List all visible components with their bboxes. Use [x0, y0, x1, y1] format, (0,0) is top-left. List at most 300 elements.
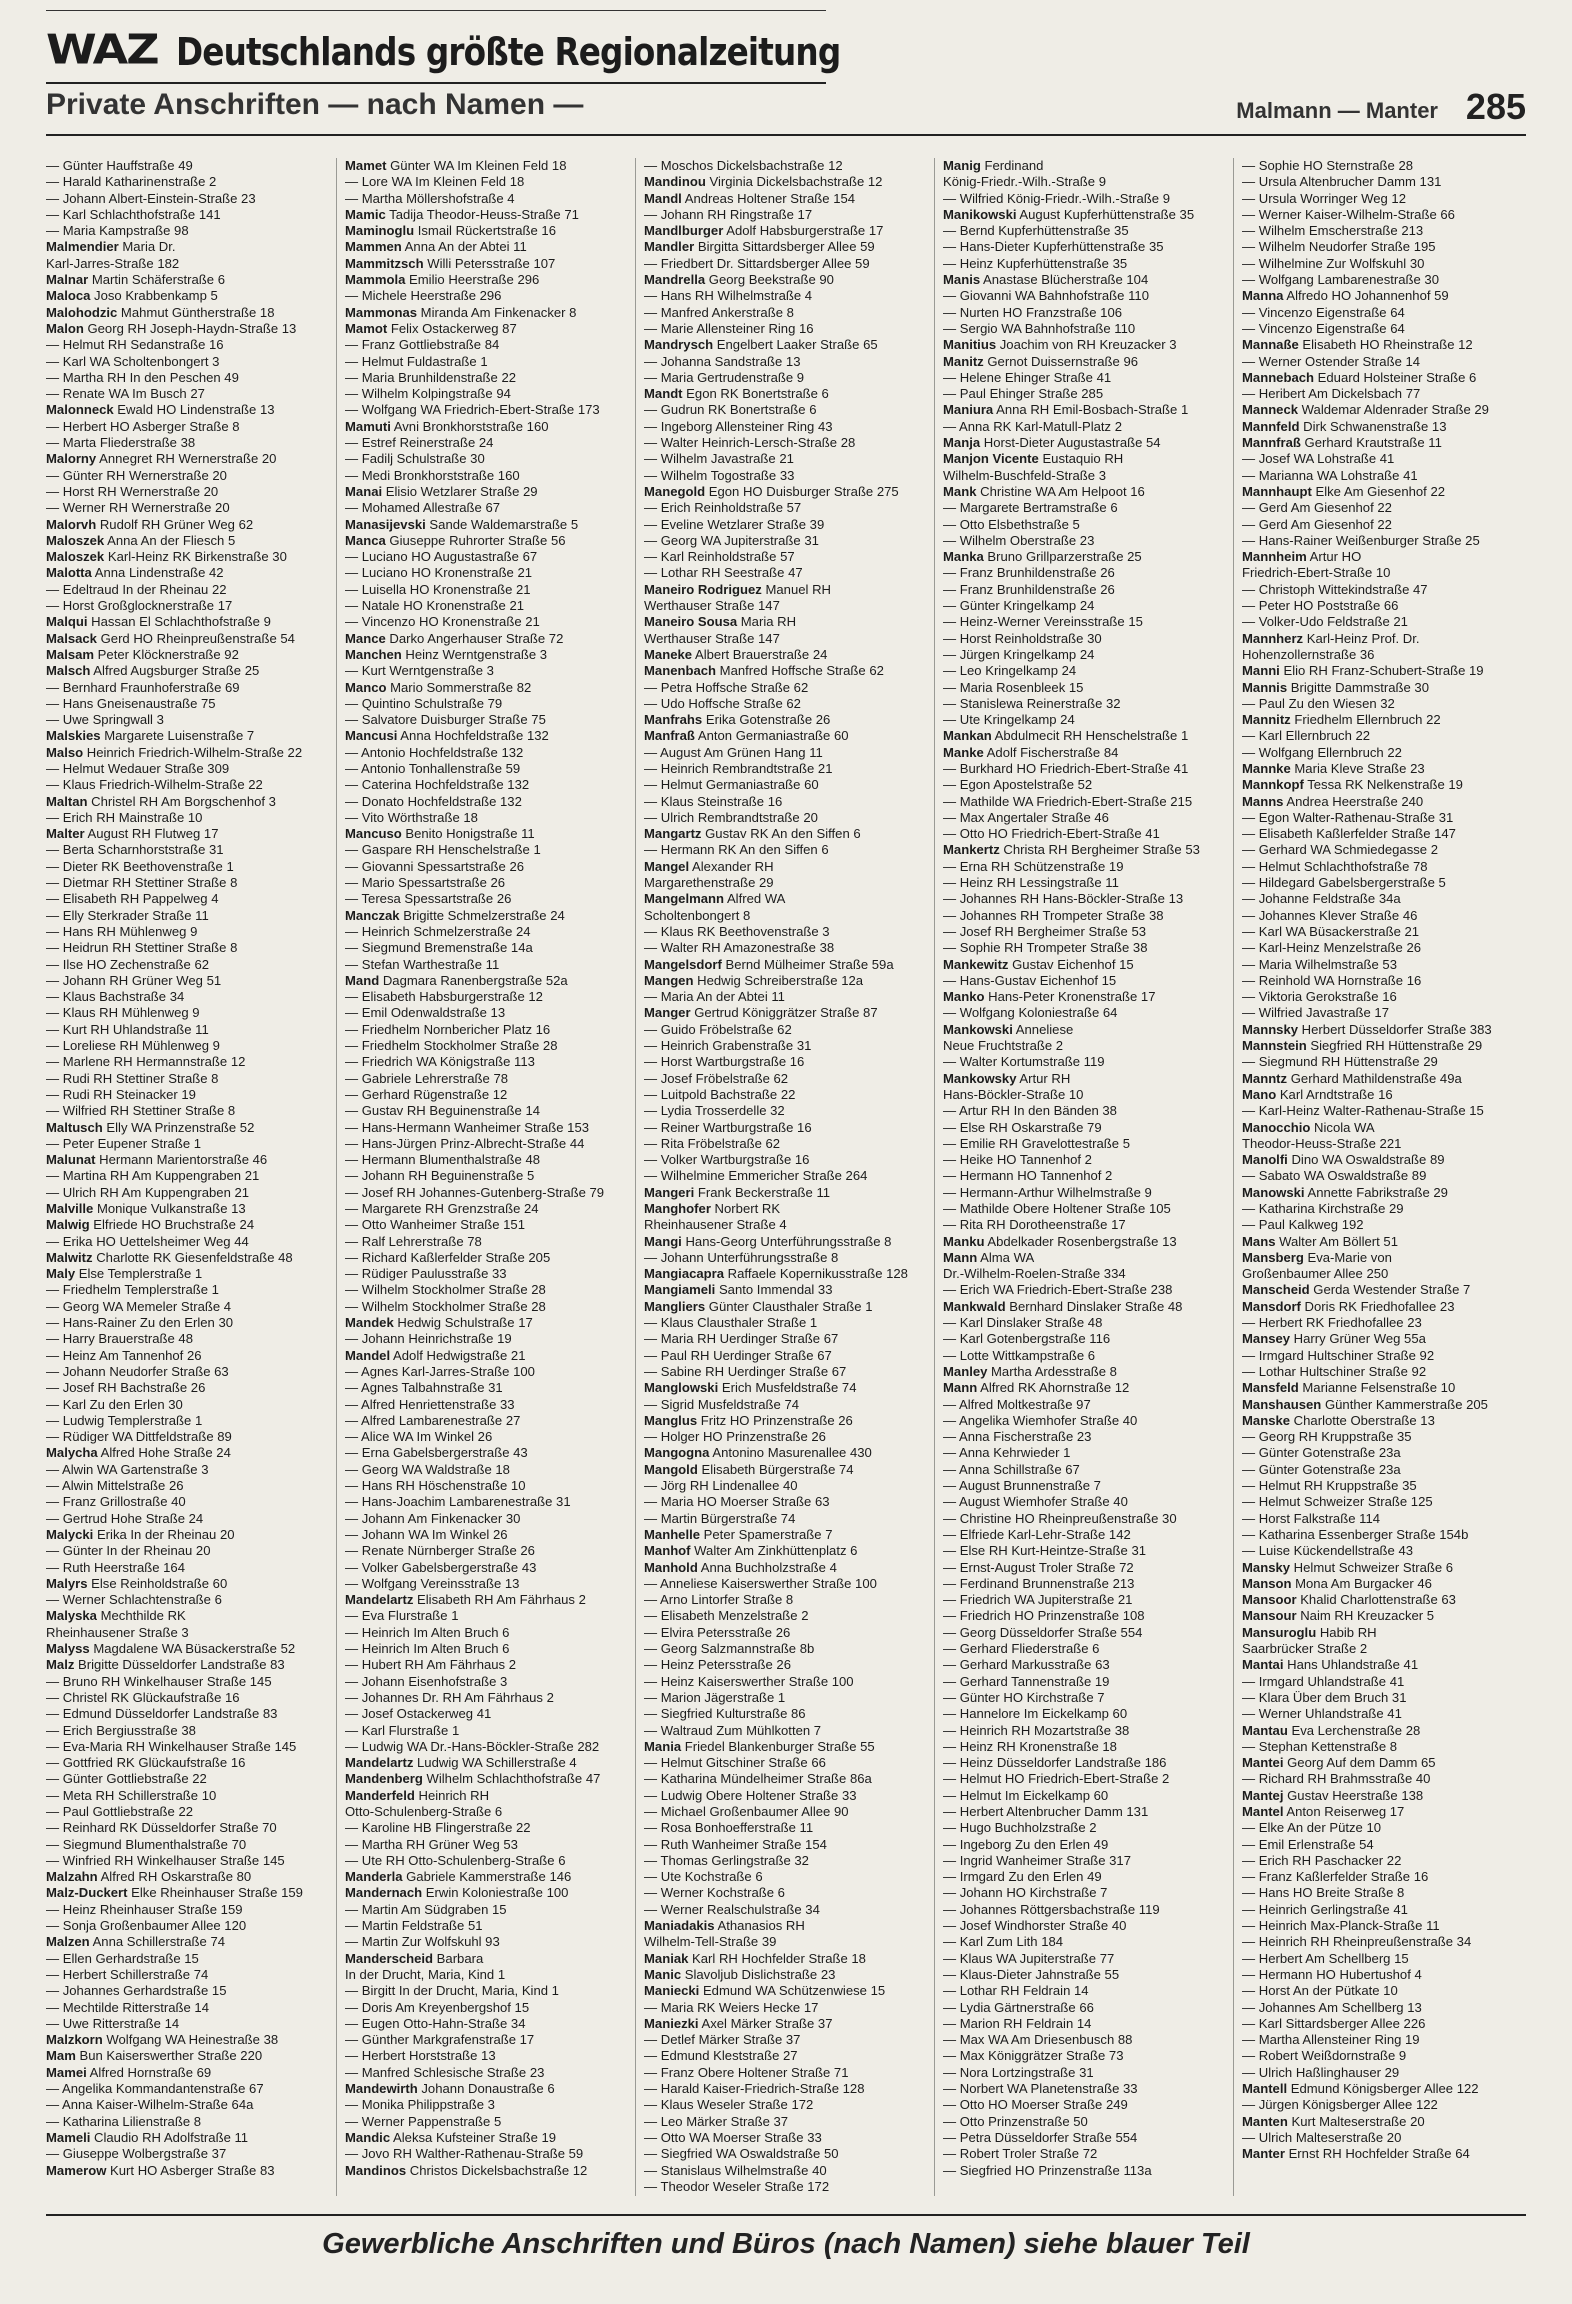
listing-entry: — Heinrich RH Mozartstraße 38: [943, 1722, 1130, 1738]
listing-entry: Mannfeld Dirk Schwanenstraße 13: [1242, 418, 1447, 434]
listing-entry: Mansey Harry Grüner Weg 55a: [1242, 1331, 1426, 1347]
page-number: 285: [1465, 86, 1526, 127]
listing-entry: — Otto HO Moerser Straße 249: [943, 2097, 1128, 2113]
listing-entry: Malskies Margarete Luisenstraße 7: [46, 728, 255, 744]
listing-entry: — Johann WA Im Winkel 26: [345, 1526, 508, 1542]
listing-entry: — Gerhard WA Schmiedegasse 2: [1242, 842, 1439, 858]
listing-entry: — Friedhelm Nornbericher Platz 16: [345, 1021, 551, 1037]
listing-entry: Mannheim Artur HO: [1242, 549, 1362, 565]
listing-entry: — Paul Ehinger Straße 285: [943, 386, 1104, 402]
listing-entry: Maloszek Anna An der Fliesch 5: [46, 532, 236, 548]
listing-entry: Manczak Brigitte Schmelzerstraße 24: [345, 907, 565, 923]
listing-entry: — Hans-Hermann Wanheimer Straße 153: [345, 1119, 590, 1135]
listing-entry: Malz Brigitte Düsseldorfer Landstraße 83: [46, 1657, 285, 1673]
listing-entry: — Ulrich RH Am Kuppengraben 21: [46, 1184, 250, 1200]
footer-note: Gewerbliche Anschriften und Büros (nach Namen) siehe blauer Teil: [322, 2228, 1250, 2260]
listing-entry: — Ulrich Malteserstraße 20: [1242, 2129, 1402, 2145]
listing-entry: — Karl Schlachthofstraße 141: [46, 206, 221, 222]
listing-entry: Maloca Joso Krabbenkamp 5: [46, 288, 218, 304]
listing-entry: — Georg Düsseldorfer Straße 554: [943, 1624, 1143, 1640]
listing-entry: — Johann Albert-Einstein-Straße 23: [46, 190, 256, 206]
listing-entry: — Alwin Mittelstraße 26: [46, 1478, 184, 1494]
listing-entry: — Loreliese RH Mühlenweg 9: [46, 1038, 220, 1054]
listing-entry: — Irmgard Uhlandstraße 41: [1242, 1673, 1405, 1689]
listing-entry: — Estref Reinerstraße 24: [345, 435, 494, 451]
listing-entry: — Luisella HO Kronenstraße 21: [345, 581, 531, 597]
listing-entry: — Rita RH Dorotheenstraße 17: [943, 1217, 1126, 1233]
listing-entry: — Johann Eisenhofstraße 3: [345, 1673, 508, 1689]
listing-entry: — Günter Hauffstraße 49: [46, 158, 193, 173]
listing-entry: — Harald Kaiser-Friedrich-Straße 128: [644, 2081, 865, 2097]
listing-entry: — Wilhelm Oberstraße 23: [943, 532, 1095, 548]
listing-entry: Werthauser Straße 147: [644, 630, 780, 646]
listing-entry: Mandlburger Adolf Habsburgerstraße 17: [644, 223, 884, 239]
listing-entry: — Marianna WA Lohstraße 41: [1242, 467, 1418, 483]
listing-entry: — Margarete Bertramstraße 6: [943, 500, 1118, 516]
listing-entry: — Josef RH Bachstraße 26: [46, 1380, 206, 1396]
listing-entry: — Walter Heinrich-Lersch-Straße 28: [644, 435, 856, 451]
listing-entry: — Wolfgang Koloniestraße 64: [943, 1005, 1118, 1021]
listing-entry: — Nurten HO Franzstraße 106: [943, 304, 1123, 320]
page-header: [46, 88, 1526, 128]
listing-entry: — Heinrich Schmelzerstraße 24: [345, 923, 531, 939]
listing-entry: Neue Fruchtstraße 2: [943, 1038, 1064, 1054]
listing-entry: Manten Kurt Malteserstraße 20: [1242, 2113, 1425, 2129]
listing-entry: — Johannes Am Schellberg 13: [1242, 1999, 1422, 2015]
listing-entry: Manic Slavoljub Dislichstraße 23: [644, 1966, 836, 1982]
listing-entry: — Hugo Buchholzstraße 2: [943, 1820, 1097, 1836]
listing-entry: Maniecki Edmund WA Schützenwiese 15: [644, 1983, 886, 1999]
listing-entry: Mankewitz Gustav Eichenhof 15: [943, 956, 1134, 972]
listing-entry: — Walter Kortumstraße 119: [943, 1054, 1105, 1070]
listing-entry: — Stanislewa Reinerstraße 32: [943, 695, 1121, 711]
listing-entry: Mammitzsch Willi Petersstraße 107: [345, 255, 556, 271]
listing-entry: — Else RH Kurt-Heintze-Straße 31: [943, 1543, 1147, 1559]
listing-entry: — Otto Prinzenstraße 50: [943, 2113, 1088, 2129]
listing-entry: Mandel Adolf Hedwigstraße 21: [345, 1347, 526, 1363]
listing-entry: — Sergio WA Bahnhofstraße 110: [943, 320, 1136, 336]
listing-entry: — Erich Reinholdstraße 57: [644, 500, 802, 516]
listing-entry: — Elke An der Pütze 10: [1242, 1820, 1382, 1836]
listing-entry: Manhof Walter Am Zinkhüttenplatz 6: [644, 1543, 858, 1559]
listing-entry: — Anna RK Karl-Matull-Platz 2: [943, 418, 1123, 434]
listing-entry: — Edmund Kleststraße 27: [644, 2048, 798, 2064]
listing-entry: Mannke Maria Kleve Straße 23: [1242, 760, 1425, 776]
listing-entry: — Norbert WA Planetenstraße 33: [943, 2081, 1138, 2097]
listing-entry: — Wilfried RH Stettiner Straße 8: [46, 1103, 236, 1119]
masthead: [46, 22, 948, 72]
masthead-top-rule: [46, 10, 826, 11]
listing-entry: — Franz Brunhildenstraße 26: [943, 581, 1115, 597]
listing-entry: Manneck Waldemar Aldenrader Straße 29: [1242, 402, 1489, 418]
listing-entry: — Karl Sittardsberger Allee 226: [1242, 2015, 1426, 2031]
listing-entry: — Franz Grillostraße 40: [46, 1494, 186, 1510]
listing-entry: — Nora Lortzingstraße 31: [943, 2064, 1094, 2080]
listing-entry: — Gustav RH Beguinenstraße 14: [345, 1103, 541, 1119]
listing-entry: — Werner Pappenstraße 5: [345, 2113, 502, 2129]
listing-entry: Manna Alfredo HO Johannenhof 59: [1242, 288, 1449, 304]
listing-entry: Manku Abdelkader Rosenbergstraße 13: [943, 1233, 1177, 1249]
listing-entry: Manenbach Manfred Hoffsche Straße 62: [644, 663, 884, 679]
listing-entry: Malorny Annegret RH Wernerstraße 20: [46, 451, 277, 467]
listing-entry: — Paul Gottliebstraße 22: [46, 1803, 194, 1819]
listing-entry: Manikowski August Kupferhüttenstraße 35: [943, 206, 1195, 222]
listing-entry: — Josef RH Bergheimer Straße 53: [943, 923, 1147, 939]
listing-entry: — Helmut RH Kruppstraße 35: [1242, 1478, 1417, 1494]
listing-entry: — Johann RH Ringstraße 17: [644, 206, 813, 222]
listing-entry: — Wilfried Javastraße 17: [1242, 1005, 1389, 1021]
listing-entry: — Herbert RK Friedhofallee 23: [1242, 1315, 1422, 1331]
listing-entry: — Johannes Gerhardstraße 15: [46, 1983, 227, 1999]
listing-entry: Mannis Brigitte Dammstraße 30: [1242, 679, 1429, 695]
listing-entry: — Siegmund Bremenstraße 14a: [345, 940, 533, 956]
listing-entry: Mansuroglu Habib RH: [1242, 1624, 1377, 1640]
listing-entry: — Lydia Gärtnerstraße 66: [943, 1999, 1094, 2015]
listing-entry: — August Wiemhofer Straße 40: [943, 1494, 1128, 1510]
listing-entry: — Katharina Lilienstraße 8: [46, 2113, 202, 2129]
listing-entry: — Heinz Petersstraße 26: [644, 1657, 791, 1673]
listing-entry: — Moschos Dickelsbachstraße 12: [644, 158, 843, 173]
listing-entry: — Helmut HO Friedrich-Ebert-Straße 2: [943, 1771, 1170, 1787]
listing-entry: — Siegfried HO Prinzenstraße 113a: [943, 2162, 1152, 2178]
listing-entry: — Eva-Maria RH Winkelhauser Straße 145: [46, 1738, 297, 1754]
listing-entry: Manhelle Peter Spamerstraße 7: [644, 1526, 833, 1542]
listing-entry: Manni Elio RH Franz-Schubert-Straße 19: [1242, 663, 1484, 679]
listing-entry: — Heinz Rheinhauser Straße 159: [46, 1901, 243, 1917]
listing-entry: — Heinz Kupferhüttenstraße 35: [943, 255, 1128, 271]
listing-entry: — Johann RH Beguinenstraße 5: [345, 1168, 535, 1184]
listing-entry: Dr.-Wilhelm-Roelen-Straße 334: [943, 1266, 1126, 1282]
listing-entry: — Reinhard RK Düsseldorfer Straße 70: [46, 1820, 277, 1836]
listing-entry: — Ludwig WA Dr.-Hans-Böckler-Straße 282: [345, 1738, 600, 1754]
listing-column-3: [635, 158, 934, 2196]
listing-entry: Mand Dagmara Ranenbergstraße 52a: [345, 972, 568, 988]
listing-entry: Malzahn Alfred RH Oskarstraße 80: [46, 1869, 252, 1885]
listing-entry: — Fadilj Schulstraße 30: [345, 451, 485, 467]
listing-entry: Theodor-Heuss-Straße 221: [1242, 1135, 1402, 1151]
listing-entry: — Martha Allensteiner Ring 19: [1242, 2032, 1420, 2048]
listing-entry: Mangliers Günter Clausthaler Straße 1: [644, 1298, 873, 1314]
listing-entry: Mangartz Gustav RK An den Siffen 6: [644, 826, 861, 842]
listing-entry: Mangel Alexander RH: [644, 858, 774, 874]
listing-entry: Mangiacapra Raffaele Kopernikusstraße 128: [644, 1266, 908, 1282]
listing-entry: — Johannes Röttgersbachstraße 119: [943, 1901, 1160, 1917]
listing-entry: — Josef RH Johannes-Gutenberg-Straße 79: [345, 1184, 605, 1200]
listing-entry: — Otto Wanheimer Straße 151: [345, 1217, 525, 1233]
listing-entry: — Mario Spessartstraße 26: [345, 875, 506, 891]
listing-entry: — Herbert Am Schellberg 15: [1242, 1950, 1409, 1966]
listing-entry: Mam Bun Kaiserswerther Straße 220: [46, 2048, 263, 2064]
listing-entry: — Wilhelm Neudorfer Straße 195: [1242, 239, 1436, 255]
listing-entry: — Ute RH Otto-Schulenberg-Straße 6: [345, 1852, 566, 1868]
listing-entry: — Herbert Schillerstraße 74: [46, 1966, 209, 1982]
listing-entry: Mamet Günter WA Im Kleinen Feld 18: [345, 158, 567, 173]
listing-entry: — Volker Gabelsbergerstraße 43: [345, 1559, 537, 1575]
listing-entry: — Heinz Am Tannenhof 26: [46, 1347, 202, 1363]
listing-entry: — Wilhelm Javastraße 21: [644, 451, 794, 467]
listing-entry: Malzkorn Wolfgang WA Heinestraße 38: [46, 2032, 279, 2048]
listing-entry: — Paul Zu den Wiesen 32: [1242, 695, 1395, 711]
listing-entry: — Giovanni Spessartstraße 26: [345, 858, 525, 874]
listing-entry: — August Am Grünen Hang 11: [644, 744, 823, 760]
listing-entry: — Horst An der Pütkate 10: [1242, 1983, 1398, 1999]
listing-entry: — Günter Gottliebstraße 22: [46, 1771, 207, 1787]
listing-entry: — Martin Zur Wolfskuhl 93: [345, 1934, 500, 1950]
listing-entry: — Hermann RK An den Siffen 6: [644, 842, 829, 858]
listing-entry: — Katharina Kirchstraße 29: [1242, 1201, 1404, 1216]
listing-entry: — Sabato WA Oswaldstraße 89: [1242, 1168, 1427, 1184]
listing-entry: — Friedhelm Stockholmer Straße 28: [345, 1038, 558, 1054]
listing-entry: Manger Gertrud Königgrätzer Straße 87: [644, 1005, 878, 1021]
listing-entry: — Max Königgrätzer Straße 73: [943, 2048, 1124, 2064]
listing-entry: — Jürgen Königsberger Allee 122: [1242, 2097, 1438, 2113]
listing-entry: — Paul Kalkweg 192: [1242, 1217, 1364, 1233]
listing-entry: — Edmund Düsseldorfer Landstraße 83: [46, 1706, 278, 1722]
listing-entry: — Werner Uhlandstraße 41: [1242, 1706, 1402, 1722]
listing-entry: — Theodor Weseler Straße 172: [644, 2178, 830, 2194]
listing-entry: — Günter HO Kirchstraße 7: [943, 1689, 1105, 1705]
listing-entry: — Sophie RH Trompeter Straße 38: [943, 940, 1148, 956]
listing-entry: — Irmgard Zu den Erlen 49: [943, 1869, 1102, 1885]
listing-entry: Manderfeld Heinrich RH: [345, 1787, 490, 1803]
listing-entry: — Luciano HO Kronenstraße 21: [345, 565, 533, 581]
listing-entry: — Reiner Wartburgstraße 16: [644, 1119, 812, 1135]
listing-entry: — Marlene RH Hermannstraße 12: [46, 1054, 246, 1070]
listing-entry: Manko Hans-Peter Kronenstraße 17: [943, 989, 1156, 1005]
listing-entry: — Rüdiger WA Dittfeldstraße 89: [46, 1429, 232, 1445]
listing-entry: — Bernd Kupferhüttenstraße 35: [943, 223, 1129, 239]
listing-entry: Wilhelm-Buschfeld-Straße 3: [943, 467, 1106, 483]
listing-entry: Manglowski Erich Musfeldstraße 74: [644, 1380, 857, 1396]
listing-entry: Malzen Anna Schillerstraße 74: [46, 1934, 226, 1950]
listing-entry: — Alfred Moltkestraße 97: [943, 1396, 1091, 1412]
listing-entry: — Josef Fröbelstraße 62: [644, 1070, 789, 1086]
listing-entry: — Ellen Gerhardstraße 15: [46, 1950, 199, 1966]
listing-entry: — Mathilde WA Friedrich-Ebert-Straße 215: [943, 793, 1193, 809]
listing-entry: — Waltraud Zum Mühlkotten 7: [644, 1722, 822, 1738]
listing-entry: — Emilie RH Gravelottestraße 5: [943, 1135, 1131, 1151]
listing-entry: — Hannelore Im Eickelkamp 60: [943, 1706, 1128, 1722]
listing-entry: — Teresa Spessartstraße 26: [345, 891, 512, 907]
listing-entry: — Katharina Essenberger Straße 154b: [1242, 1526, 1469, 1542]
listing-entry: — Martin Am Südgraben 15: [345, 1901, 507, 1917]
listing-entry: — Herbert Horststraße 13: [345, 2048, 496, 2064]
listing-entry: Scholtenbongert 8: [644, 907, 751, 923]
listing-entry: — Rudi RH Stettiner Straße 8: [46, 1070, 219, 1086]
listing-entry: — Ralf Lehrerstraße 78: [345, 1233, 482, 1249]
listing-entry: Mantai Hans Uhlandstraße 41: [1242, 1657, 1419, 1673]
listing-entry: — Wilhelm Stockholmer Straße 28: [345, 1298, 546, 1314]
listing-entry: Mantau Eva Lerchenstraße 28: [1242, 1722, 1421, 1738]
listing-entry: — Dieter RK Beethovenstraße 1: [46, 858, 234, 874]
listing-entry: Mank Christine WA Am Helpoot 16: [943, 483, 1145, 499]
listing-entry: Friedrich-Ebert-Straße 10: [1242, 565, 1391, 581]
listing-entry: — Anna Fischerstraße 23: [943, 1429, 1092, 1445]
listing-entry: — Mechtilde Ritterstraße 14: [46, 1999, 210, 2015]
listing-entry: Malon Georg RH Joseph-Haydn-Straße 13: [46, 320, 297, 336]
listing-entry: — Manfred Schlesische Straße 23: [345, 2064, 545, 2080]
listing-entry: — Otto WA Moerser Straße 33: [644, 2129, 822, 2145]
listing-entry: — Siegfried WA Oswaldstraße 50: [644, 2146, 839, 2162]
listing-entry: Manfrahs Erika Gotenstraße 26: [644, 712, 831, 728]
listing-entry: — Wolfgang Vereinsstraße 13: [345, 1575, 520, 1591]
listing-entry: Mamei Alfred Hornstraße 69: [46, 2064, 212, 2080]
listing-entry: — Helmut Schweizer Straße 125: [1242, 1494, 1433, 1510]
listing-entry: — Luitpold Bachstraße 22: [644, 1086, 796, 1102]
listing-entry: — Harry Brauerstraße 48: [46, 1331, 193, 1347]
listing-entry: — Günter In der Rheinau 20: [46, 1543, 211, 1559]
listing-entry: Malwitz Charlotte RK Giesenfeldstraße 48: [46, 1249, 293, 1265]
listing-entry: — Ute Kochstraße 6: [644, 1869, 763, 1885]
listing-entry: — Werner Schlachtenstraße 6: [46, 1592, 222, 1608]
listing-entry: — Otto HO Friedrich-Ebert-Straße 41: [943, 826, 1160, 842]
listing-entry: — Heike HO Tannenhof 2: [943, 1152, 1092, 1168]
listing-entry: — Angelika Wiemhofer Straße 40: [943, 1412, 1138, 1428]
listing-entry: — Gudrun RK Bonertstraße 6: [644, 402, 817, 418]
listing-entry: — Hans RH Höschenstraße 10: [345, 1478, 526, 1494]
listing-entry: Mammola Emilio Heerstraße 296: [345, 272, 540, 288]
listing-entry: Werthauser Straße 147: [644, 598, 780, 614]
listing-entry: — Udo Hoffsche Straße 62: [644, 695, 801, 711]
listing-entry: — Jörg RH Lindenallee 40: [644, 1478, 798, 1494]
listing-entry: — Wilfried König-Friedr.-Wilh.-Straße 9: [943, 190, 1171, 206]
listing-entry: — Werner Kochstraße 6: [644, 1885, 785, 1901]
listing-entry: Mannhaupt Elke Am Giesenhof 22: [1242, 483, 1446, 499]
listing-entry: Manghofer Norbert RK: [644, 1201, 781, 1216]
listing-entry: — Horst Wartburgstraße 16: [644, 1054, 805, 1070]
listing-entry: — Bernhard Fraunhoferstraße 69: [46, 679, 240, 695]
listing-entry: — Medi Bronkhorststraße 160: [345, 467, 520, 483]
listing-entry: — Hermann HO Hubertushof 4: [1242, 1966, 1422, 1982]
listing-entry: — Johann Heinrichstraße 19: [345, 1331, 512, 1347]
listing-entry: — Emil Erlenstraße 54: [1242, 1836, 1374, 1852]
listing-entry: — Vito Wörthstraße 18: [345, 809, 478, 825]
listing-entry: Mansberg Eva-Marie von: [1242, 1249, 1392, 1265]
listing-entry: — Petra Düsseldorfer Straße 554: [943, 2129, 1138, 2145]
listing-entry: — Lothar RH Seestraße 47: [644, 565, 803, 581]
listing-entry: — Heinrich Rembrandtstraße 21: [644, 760, 833, 776]
listing-entry: — Gerhard Markusstraße 63: [943, 1657, 1110, 1673]
listing-entry: — Karl Dinslaker Straße 48: [943, 1315, 1103, 1331]
listing-entry: — Helmut RH Sedanstraße 16: [46, 337, 224, 353]
listing-entry: Manasijevski Sande Waldemarstraße 5: [345, 516, 579, 532]
listing-entry: — Johannes RH Hans-Böckler-Straße 13: [943, 891, 1184, 907]
listing-entry: Malnar Martin Schäferstraße 6: [46, 272, 226, 288]
listing-entry: — Karl WA Büsackerstraße 21: [1242, 923, 1420, 939]
listing-entry: — Volker Wartburgstraße 16: [644, 1152, 810, 1168]
listing-entry: — Werner Ostender Straße 14: [1242, 353, 1421, 369]
listing-entry: — Mohamed Allestraße 67: [345, 500, 501, 516]
listing-entry: — Martina RH Am Kuppengraben 21: [46, 1168, 260, 1184]
listing-entry: — Franz Brunhildenstraße 26: [943, 565, 1115, 581]
listing-entry: — Gabriele Lehrerstraße 78: [345, 1070, 509, 1086]
listing-entry: — Stanislaus Wilhelmstraße 40: [644, 2162, 827, 2178]
listing-entry: Mammen Anna An der Abtei 11: [345, 239, 527, 255]
listing-entry: Mamot Felix Ostackerweg 87: [345, 320, 517, 336]
listing-entry: — Renate WA Im Busch 27: [46, 386, 205, 402]
listing-entry: — Giovanni WA Bahnhofstraße 110: [943, 288, 1149, 304]
listing-entry: Malonneck Ewald HO Lindenstraße 13: [46, 402, 275, 418]
listing-entry: Mancuso Benito Honigstraße 11: [345, 826, 535, 842]
listing-entry: — Ferdinand Brunnenstraße 213: [943, 1575, 1135, 1591]
listing-entry: — Luciano HO Augustastraße 67: [345, 549, 538, 565]
listing-entry: — Edeltraud In der Rheinau 22: [46, 581, 227, 597]
listing-entry: — Anna Kaiser-Wilhelm-Straße 64a: [46, 2097, 254, 2113]
listing-entry: — Eva Flurstraße 1: [345, 1608, 459, 1624]
listing-entry: — Petra Hoffsche Straße 62: [644, 679, 809, 695]
listing-entry: — Vincenzo HO Kronenstraße 21: [345, 614, 540, 630]
listing-entry: — Irmgard Hultschiner Straße 92: [1242, 1347, 1435, 1363]
listing-entry: — Wilhelm Kolpingstraße 94: [345, 386, 511, 402]
listing-entry: — Ernst-August Troler Straße 72: [943, 1559, 1134, 1575]
listing-entry: — Christel RK Glückaufstraße 16: [46, 1689, 240, 1705]
listing-entry: — Stephan Kettenstraße 8: [1242, 1738, 1398, 1754]
listing-entry: — Monika Philippstraße 3: [345, 2097, 495, 2113]
listing-entry: — Donato Hochfeldstraße 132: [345, 793, 522, 809]
listing-entry: — Johann RH Grüner Weg 51: [46, 972, 222, 988]
listing-entry: Mancusi Anna Hochfeldstraße 132: [345, 728, 549, 744]
listing-entry: — Gerhard Tannenstraße 19: [943, 1673, 1110, 1689]
listing-entry: — Hermann Blumenthalstraße 48: [345, 1152, 541, 1168]
listing-entry: Mann Alfred RK Ahornstraße 12: [943, 1380, 1130, 1396]
listing-entry: — Jürgen Kringelkamp 24: [943, 646, 1095, 662]
listing-entry: — Leo Kringelkamp 24: [943, 663, 1077, 679]
listing-entry: — Ruth Wanheimer Straße 154: [644, 1836, 827, 1852]
listing-entry: — Wolfgang WA Friedrich-Ebert-Straße 173: [345, 402, 600, 418]
listing-entry: — Heinz RH Lessingstraße 11: [943, 875, 1119, 891]
listing-entry: — Johann Neudorfer Straße 63: [46, 1363, 229, 1379]
listing-entry: Maniura Anna RH Emil-Bosbach-Straße 1: [943, 402, 1189, 418]
listing-entry: — Sophie HO Sternstraße 28: [1242, 158, 1414, 173]
listing-entry: — Ingeborg Allensteiner Ring 43: [644, 418, 833, 434]
listing-entry: — Antonio Tonhallenstraße 59: [345, 760, 521, 776]
listing-entry: — Klaus WA Jupiterstraße 77: [943, 1950, 1115, 1966]
listing-entry: — Michele Heerstraße 296: [345, 288, 502, 304]
listing-entry: — Max Angertaler Straße 46: [943, 809, 1109, 825]
listing-entry: — Else RH Oskarstraße 79: [943, 1119, 1102, 1135]
listing-entry: — Elisabeth Kaßlerfelder Straße 147: [1242, 826, 1456, 842]
listing-entry: — Alfred Lambarenestraße 27: [345, 1412, 521, 1428]
listing-entry: Mankertz Christa RH Bergheimer Straße 53: [943, 842, 1200, 858]
listing-entry: — Heribert Am Dickelsbach 77: [1242, 386, 1421, 402]
listing-entry: — Richard RH Brahmsstraße 40: [1242, 1771, 1431, 1787]
listing-entry: Karl-Jarres-Straße 182: [46, 255, 180, 271]
listing-entry: — Karoline HB Flingerstraße 22: [345, 1820, 531, 1836]
header-rule: [46, 134, 1526, 136]
listing-entry: Manshausen Günther Kammerstraße 205: [1242, 1396, 1488, 1412]
listing-entry: — Johann HO Kirchstraße 7: [943, 1885, 1108, 1901]
listing-entry: Otto-Schulenberg-Straße 6: [345, 1803, 503, 1819]
listing-entry: — Ute Kringelkamp 24: [943, 712, 1075, 728]
listing-entry: Maloszek Karl-Heinz RK Birkenstraße 30: [46, 549, 287, 565]
listing-entry: — Gerhard Fliederstraße 6: [943, 1641, 1100, 1657]
listing-entry: — Heinrich Gerlingstraße 41: [1242, 1901, 1408, 1917]
listing-entry: Mance Darko Angerhauser Straße 72: [345, 630, 564, 646]
listing-entry: — Herbert Altenbrucher Damm 131: [943, 1803, 1149, 1819]
listing-entry: — Marion RH Feldrain 14: [943, 2015, 1092, 2031]
listing-entry: Manntz Gerhard Mathildenstraße 49a: [1242, 1070, 1462, 1086]
listing-entry: — Hans-Rainer Weißenburger Straße 25: [1242, 532, 1480, 548]
listing-entry: Manco Mario Sommerstraße 82: [345, 679, 532, 695]
listing-entry: Mandernach Erwin Koloniestraße 100: [345, 1885, 569, 1901]
listing-entry: — Birgitt In der Drucht, Maria, Kind 1: [345, 1983, 559, 1999]
listing-entry: — Georg RH Kruppstraße 35: [1242, 1429, 1412, 1445]
listing-entry: — Maria HO Moerser Straße 63: [644, 1494, 830, 1510]
listing-entry: — Manfred Ankerstraße 8: [644, 304, 794, 320]
listing-entry: — Eugen Otto-Hahn-Straße 34: [345, 2015, 526, 2031]
listing-entry: — Klaus Friedrich-Wilhelm-Straße 22: [46, 777, 263, 793]
listing-entry: Mamerow Kurt HO Asberger Straße 83: [46, 2162, 275, 2178]
